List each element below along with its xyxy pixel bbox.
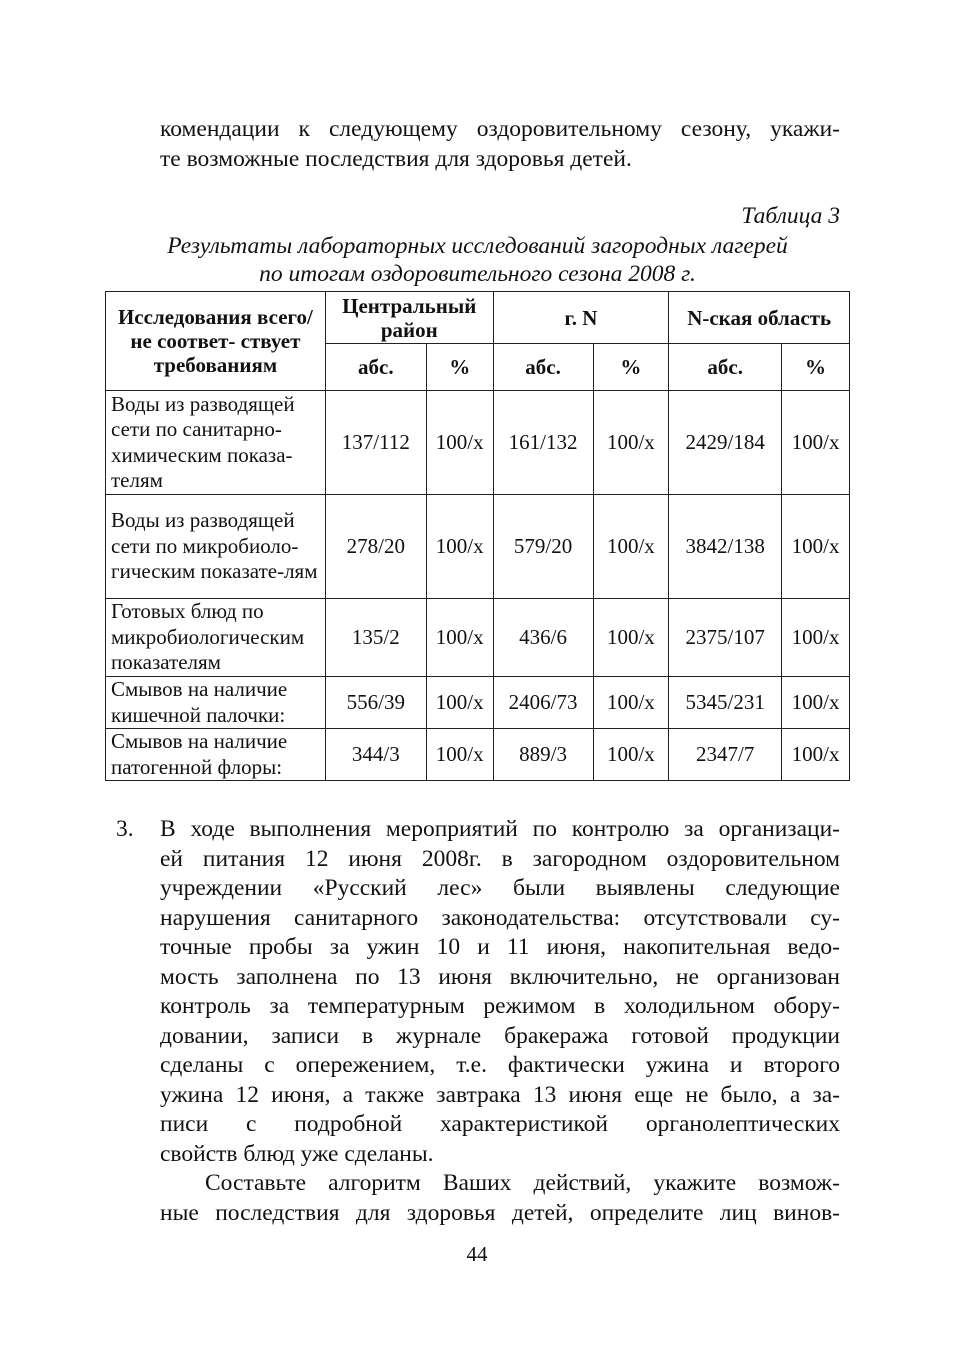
header-first-col: Исследования всего/ не соответ- ствует требованиям (106, 292, 326, 391)
subheader-cell: абс. (669, 344, 782, 391)
table-cell: 100/х (426, 599, 493, 677)
row-label: Готовых блюд по микробиологическим показателям (106, 599, 326, 677)
header-group-region: N-ская область (669, 292, 850, 344)
item-3-line: ей питания 12 июня 2008г. в загородном оздоровительном (160, 845, 840, 872)
closing-line-1: Составьте алгоритм Ваших действий, укажите возмож- (205, 1170, 840, 1196)
header-group-central: Центральный район (325, 292, 493, 344)
results-table (105, 291, 850, 781)
table-cell: 278/20 (325, 495, 426, 599)
table-cell: 100/х (782, 495, 850, 599)
table-cell: 100/х (426, 729, 493, 781)
header-group-city: г. N (493, 292, 669, 344)
intro-paragraph (160, 115, 840, 174)
row-label: Смывов на наличие кишечной палочки: (106, 677, 326, 729)
table-caption-title (105, 232, 850, 288)
subheader-cell: % (782, 344, 850, 391)
table-caption-title-line-1: Результаты лабораторных исследований загородных лагерей (167, 233, 788, 259)
table-cell: 100/х (593, 677, 669, 729)
table-row (106, 729, 850, 781)
table-row (106, 677, 850, 729)
table-cell: 100/х (782, 677, 850, 729)
table-header-row (106, 292, 850, 344)
table-cell: 100/х (782, 599, 850, 677)
table-cell: 100/х (593, 729, 669, 781)
table-cell: 344/3 (325, 729, 426, 781)
table-cell: 2429/184 (669, 391, 782, 495)
item-3-line: свойств блюд уже сделаны. (160, 1140, 434, 1167)
table-row (106, 391, 850, 495)
table-cell: 556/39 (325, 677, 426, 729)
item-3-line: контроль за температурным режимом в холодильном обору- (160, 993, 840, 1019)
table-cell: 161/132 (493, 391, 593, 495)
table-cell: 100/х (782, 391, 850, 495)
table-cell: 2347/7 (669, 729, 782, 781)
table-cell: 2406/73 (493, 677, 593, 729)
table-cell: 889/3 (493, 729, 593, 781)
intro-line-1: комендации к следующему оздоровительному сезону, укажи- (160, 116, 840, 142)
intro-line-2: те возможные последствия для здоровья детей. (160, 145, 632, 172)
table-cell: 436/6 (493, 599, 593, 677)
table-caption-title-line-2: по итогам оздоровительного сезона 2008 г. (259, 261, 696, 287)
table-cell: 135/2 (325, 599, 426, 677)
item-3-line: довании, записи в журнале бракеража готовой продукции (160, 1022, 840, 1049)
table-cell: 2375/107 (669, 599, 782, 677)
table-row (106, 599, 850, 677)
table-cell: 100/х (593, 599, 669, 677)
table-row (106, 495, 850, 599)
closing-line-2: ные последствия для здоровья детей, определите лиц винов- (160, 1199, 840, 1226)
table-cell: 100/х (593, 391, 669, 495)
item-3-line: сделаны с опережением, т.е. фактически ужина и второго (160, 1052, 840, 1078)
subheader-cell: % (593, 344, 669, 391)
table-cell: 137/112 (325, 391, 426, 495)
item-3-line: В ходе выполнения мероприятий по контролю за организаци- (160, 816, 840, 842)
item-3-paragraph (160, 815, 840, 1169)
subheader-cell: абс. (493, 344, 593, 391)
table-cell: 100/х (426, 495, 493, 599)
subheader-cell: абс. (325, 344, 426, 391)
item-3-line: учреждении «Русский лес» были выявлены следующие (160, 875, 840, 901)
table-cell: 100/х (426, 677, 493, 729)
item-3-number: 3. (116, 816, 134, 842)
item-3-line: точные пробы за ужин 10 и 11 июня, накопительная ведо- (160, 934, 840, 960)
table-cell: 5345/231 (669, 677, 782, 729)
row-label: Воды из разводящей сети по микробиоло-гическим показате-лям (106, 495, 326, 599)
table-cell: 100/х (593, 495, 669, 599)
row-label: Воды из разводящей сети по санитарно-химическим показа-телям (106, 391, 326, 495)
table-cell: 100/х (426, 391, 493, 495)
table-cell: 100/х (782, 729, 850, 781)
item-3-line: мость заполнена по 13 июня включительно, не организован (160, 963, 840, 990)
table-cell: 3842/138 (669, 495, 782, 599)
row-label: Смывов на наличие патогенной флоры: (106, 729, 326, 781)
item-3-line: писи с подробной характеристикой органолептических (160, 1111, 840, 1137)
page-number: 44 (466, 1242, 488, 1266)
table-cell: 579/20 (493, 495, 593, 599)
item-3-line: ужина 12 июня, а также завтрака 13 июня еще не было, а за- (160, 1081, 840, 1108)
table-caption-number: Таблица 3 (741, 203, 840, 229)
item-3-line: нарушения санитарного законодательства: отсутствовали су- (160, 904, 840, 931)
subheader-cell: % (426, 344, 493, 391)
closing-paragraph (160, 1169, 840, 1228)
